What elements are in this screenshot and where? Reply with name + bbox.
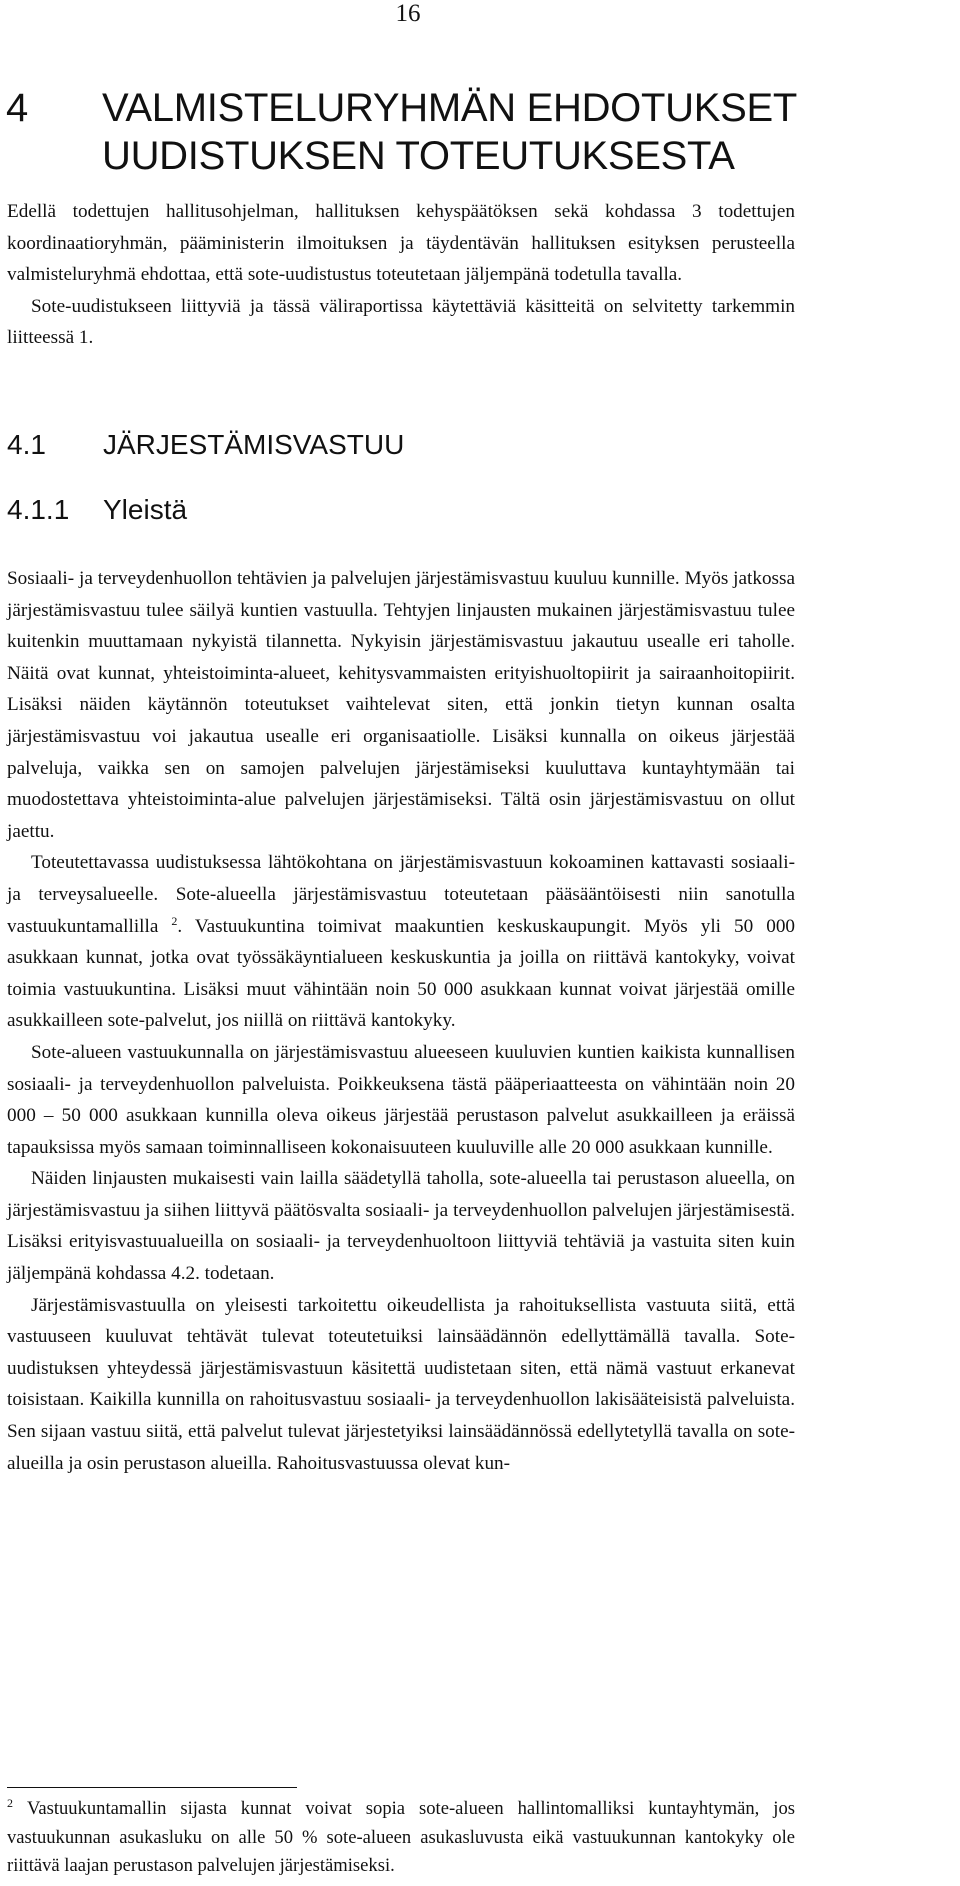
chapter-title-line2: UUDISTUKSEN TOTEUTUKSESTA xyxy=(102,134,735,178)
body-paragraph-2-end: . Vastuukuntina toimivat maakuntien keskuskaupungit. Myös yli 50 000 asukkaan kunnat, jotka ovat työssäkäyntialueen keskuskuntia ja joilla on riittävä kantokyky, voivat toimia vastuukuntina. Lisäksi muut vähintään noin 50 000 asukkaan kunnat voivat järjestää omille asukkailleen sote-palvelut, jos niillä on riittävä kantokyky. xyxy=(7,915,796,1032)
subsection-number: 4.1.1 xyxy=(7,494,70,525)
subsection-heading xyxy=(7,493,187,527)
subsection-title: Yleistä xyxy=(103,494,188,525)
intro-paragraph-2: Sote-uudistukseen liittyviä ja tässä väliraportissa käytettäviä käsitteitä on selvitetty tarkemmin liitteessä 1. xyxy=(7,295,795,349)
footnote-reference[interactable]: 2 xyxy=(171,913,178,928)
body-paragraph-5: Järjestämisvastuulla on yleisesti tarkoitettu oikeudellista ja rahoituksellista vastuuta siitä, että vastuuseen kuuluvat tehtävät tulevat toteutetuiksi lainsäädännön edellyttämällä tavalla. Sote-uudistuksen yhteydessä järjestämisvastuun käsitettä uudistetaan siten, että nämä vastuut erkanevat toisistaan. Kaikilla kunnilla on rahoitusvastuu sosiaali- ja terveydenhuollon lakisääteisistä palveluista. Sen sijaan vastuu siitä, että palvelut tulevat järjestetyiksi lainsäädännössä edellytetyllä tavalla on sote-alueilla ja osin perustason alueilla. Rahoitusvastuussa olevat kun- xyxy=(7,1294,795,1474)
intro-text xyxy=(7,196,795,354)
chapter-title xyxy=(6,84,946,180)
body-paragraph-2 xyxy=(7,847,795,1037)
body-paragraph-3: Sote-alueen vastuukunnalla on järjestämisvastuu alueeseen kuuluvien kuntien kaikista kunnallisen sosiaali- ja terveydenhuollon palveluista. Poikkeuksena tästä pääperiaatteesta on vähintään noin 20 000 – 50 000 asukkaan kunnilla oleva oikeus järjestää perustason palvelut asukkailleen ja eräissä tapauksissa myös samaan toiminnalliseen kokonaisuuteen kuuluville alle 20 000 asukkaan kunnille. xyxy=(7,1041,795,1158)
footnote xyxy=(7,1795,795,1881)
page-number: 16 xyxy=(395,0,421,27)
footnote-marker: 2 xyxy=(7,1796,13,1810)
body-text xyxy=(7,563,795,1479)
body-paragraph-4: Näiden linjausten mukaisesti vain laillа säädetyllä taholla, sote-alueella tai perustason alueella, on järjestämisvastuu ja siihen liittyvä päätösvalta sosiaali- ja terveydenhuollon palvelujen järjestämisestä. Lisäksi erityisvastuualueilla on sosiaali- ja terveydenhuoltoon liittyviä tehtäviä ja vastuita siten kuin jäljempänä kohdassa 4.2. todetaan. xyxy=(7,1168,795,1285)
body-paragraph-1: Sosiaali- ja terveydenhuollon tehtävien ja palvelujen järjestämisvastuu kuuluu kunnille. Myös jatkossa järjestämisvastuu tulee säilyä kuntien vastuulla. Tehtyjen linjausten mukainen järjestämisvastuu tulee kuitenkin muuttamaan nykyistä tilannetta. Nykyisin järjestämisvastuu jakautuu usealle eri taholle. Näitä ovat kunnat, yhteistoiminta-alueet, kehitysvammaisten erityishuoltopiirit ja sairaanhoitopiirit. Lisäksi näiden käytännön toteutukset vaihtelevat siten, että jonkin tietyn kunnan osalta järjestämisvastuu voi jakautua usealle eri organisaatiolle. Lisäksi kunnalla on oikeus järjestää palveluja, vaikka sen on samojen palvelujen järjestämiseksi kuuluttava kuntayhtymään tai muodostettava yhteistoiminta-alue palvelujen järjestämiseksi. Tältä osin järjestämisvastuu on ollut jaettu. xyxy=(7,568,795,842)
footnote-divider xyxy=(7,1787,297,1788)
body-paragraph-2-start: Toteutettavassa uudistuksessa lähtökohtana on järjestämisvastuun kokoaminen kattavasti sosiaali- ja terveysalueelle. Sote-alueella järjestämisvastuu toteutetaan pääsääntöisesti niin sanotulla vastuukuntamallilla xyxy=(7,852,795,937)
chapter-title-line1: VALMISTELURYHMÄN EHDOTUKSET xyxy=(102,86,797,130)
section-heading xyxy=(7,428,404,462)
section-number: 4.1 xyxy=(7,429,46,460)
intro-paragraph-1: Edellä todettujen hallitusohjelman, hallituksen kehyspäätöksen sekä kohdassa 3 todettujen koordinaatioryhmän, pääministerin ilmoituksen ja täydentävän hallituksen esityksen perusteella valmisteluryhmä ehdottaa, että sote-uudistustus toteutetaan jäljempänä todetulla tavalla. xyxy=(7,201,795,286)
section-title: JÄRJESTÄMISVASTUU xyxy=(103,429,405,460)
footnote-paragraph xyxy=(7,1795,795,1881)
chapter-number: 4 xyxy=(6,86,28,130)
footnote-text: Vastuukuntamallin sijasta kunnat voivat sopia sote-alueen hallintomalliksi kuntayhtymän, jos vastuukunnan asukasluku on alle 50 % sote-alueen asukasluvusta eikä vastuukunnan kantokyky ole riittävä laajan perustason palvelujen järjestämiseksi. xyxy=(7,1798,795,1876)
